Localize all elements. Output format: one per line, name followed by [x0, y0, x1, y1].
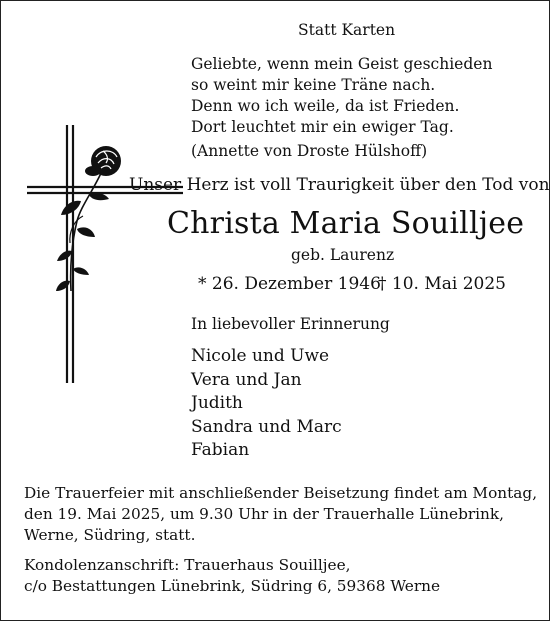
poem-line: Denn wo ich weile, da ist Frieden.: [191, 97, 460, 115]
funeral-line: Die Trauerfeier mit anschließender Beisetzung findet am Montag,: [24, 484, 538, 502]
death-date: † 10. Mai 2025: [378, 274, 506, 294]
family-member: Judith: [191, 393, 243, 413]
header-statt-karten: Statt Karten: [298, 21, 396, 39]
funeral-line: den 19. Mai 2025, um 9.30 Uhr in der Trauerhalle Lünebrink,: [24, 505, 505, 523]
condolence-address: [24, 555, 440, 597]
poem-line: Dort leuchtet mir ein ewiger Tag.: [191, 118, 454, 136]
deceased-name: Christa Maria Souilljee: [167, 206, 525, 241]
intro-line: Unser Herz ist voll Traurigkeit über den Tod von: [129, 175, 550, 195]
birth-date: * 26. Dezember 1946: [198, 274, 381, 294]
poem-author: (Annette von Droste Hülshoff): [191, 142, 428, 160]
poem: [191, 54, 492, 138]
family-member: Vera und Jan: [191, 369, 302, 390]
family-member: Fabian: [191, 440, 250, 460]
maiden-name: geb. Laurenz: [291, 246, 395, 264]
poem-line: Geliebte, wenn mein Geist geschieden: [191, 55, 493, 73]
memory-line: In liebevoller Erinnerung: [191, 315, 390, 333]
poem-line: so weint mir keine Träne nach.: [191, 76, 436, 94]
cross-with-rose-icon: [23, 121, 203, 393]
funeral-line: Werne, Südring, statt.: [24, 526, 196, 544]
family-list: [191, 345, 342, 463]
funeral-info: [24, 483, 537, 546]
family-member: Sandra und Marc: [191, 416, 342, 437]
family-member: Nicole und Uwe: [191, 346, 330, 366]
condolence-line: Kondolenzanschrift: Trauerhaus Souilljee,: [24, 556, 351, 574]
condolence-line: c/o Bestattungen Lünebrink, Südring 6, 59368 Werne: [24, 577, 441, 595]
